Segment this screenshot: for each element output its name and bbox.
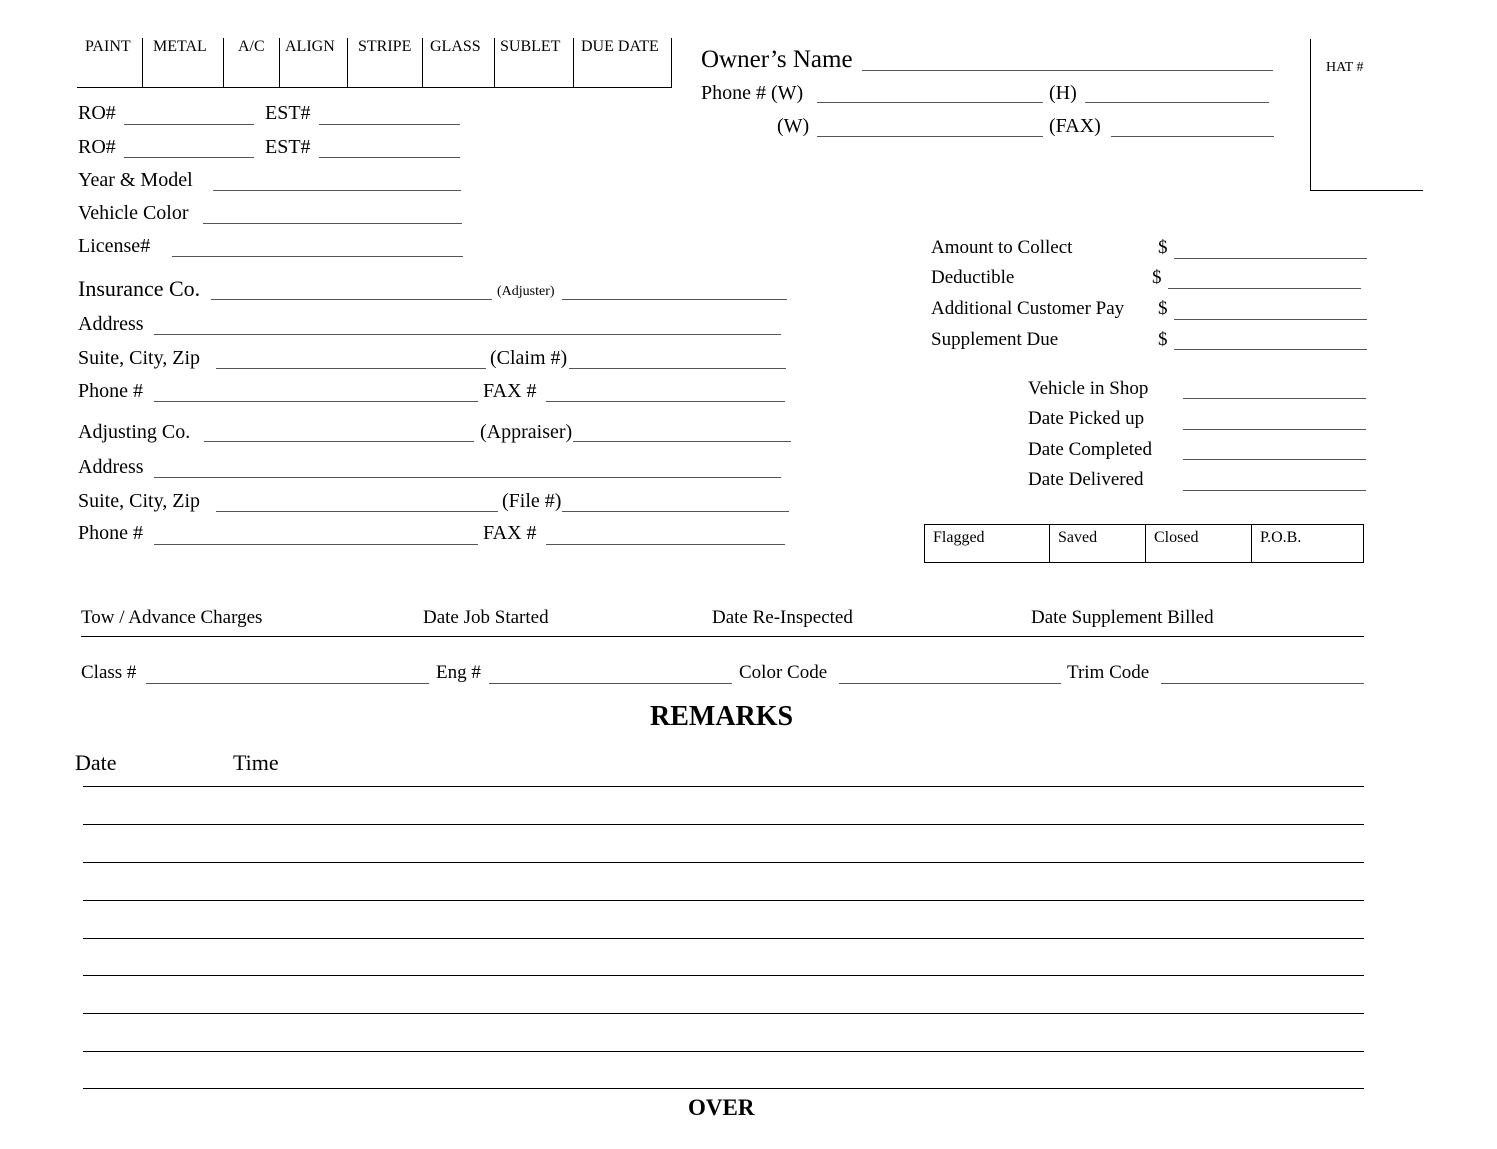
col-divider (142, 38, 143, 87)
supplement-due-dollar: $ (1158, 329, 1168, 350)
col-sublet: SUBLET (500, 38, 561, 55)
adjusting-phone-label: Phone # (78, 522, 143, 544)
owner-name-field[interactable] (862, 70, 1273, 71)
amount-to-collect-label: Amount to Collect (931, 237, 1073, 258)
owner-phone-w2-label: (W) (777, 115, 810, 137)
remarks-line[interactable] (83, 1013, 1364, 1014)
ro2-label: RO# (78, 136, 116, 158)
owner-phone-h-label: (H) (1049, 82, 1077, 104)
col-divider (494, 38, 495, 87)
additional-customer-pay-label: Additional Customer Pay (931, 298, 1125, 319)
supplement-due-label: Supplement Due (931, 329, 1059, 350)
col-divider (671, 38, 672, 87)
ro1-field[interactable] (124, 124, 254, 125)
adjusting-fax-label: FAX # (483, 522, 537, 544)
eng-field[interactable] (489, 683, 732, 684)
date-job-started-label: Date Job Started (423, 607, 549, 628)
col-divider (223, 38, 224, 87)
col-ac: A/C (238, 38, 265, 55)
file-label: (File #) (502, 490, 562, 512)
remarks-line[interactable] (83, 824, 1364, 825)
owner-phone-w-field[interactable] (817, 102, 1043, 103)
col-stripe: STRIPE (358, 38, 412, 55)
est1-field[interactable] (319, 124, 460, 125)
date-completed-field[interactable] (1183, 459, 1366, 460)
date-reinspected-label: Date Re-Inspected (712, 607, 853, 628)
adjusting-phone-field[interactable] (154, 544, 478, 545)
vehicle-in-shop-field[interactable] (1183, 398, 1366, 399)
owner-fax-field[interactable] (1111, 136, 1274, 137)
license-field[interactable] (172, 256, 463, 257)
col-metal: METAL (153, 38, 207, 55)
remarks-title: REMARKS (650, 701, 794, 732)
owner-phone-h-field[interactable] (1085, 102, 1269, 103)
file-field[interactable] (562, 511, 789, 512)
amount-to-collect-dollar: $ (1158, 237, 1168, 258)
remarks-line[interactable] (83, 975, 1364, 976)
color-code-field[interactable] (839, 683, 1061, 684)
est2-field[interactable] (319, 157, 460, 158)
adjusting-fax-field[interactable] (546, 544, 785, 545)
remarks-line[interactable] (83, 862, 1364, 863)
col-align: ALIGN (285, 38, 335, 55)
insurance-co-field[interactable] (211, 299, 492, 300)
deductible-field[interactable] (1168, 288, 1361, 289)
date-delivered-field[interactable] (1183, 490, 1366, 491)
status-pob[interactable]: P.O.B. (1251, 525, 1362, 563)
insurance-suite-label: Suite, City, Zip (78, 347, 201, 369)
owner-name-label: Owner’s Name (701, 46, 853, 73)
col-divider (573, 38, 574, 87)
additional-customer-pay-field[interactable] (1174, 319, 1367, 320)
adjusting-co-label: Adjusting Co. (78, 421, 191, 443)
insurance-phone-field[interactable] (154, 401, 478, 402)
col-divider (347, 38, 348, 87)
insurance-co-label: Insurance Co. (78, 276, 201, 301)
vehicle-color-field[interactable] (203, 223, 462, 224)
remarks-line[interactable] (83, 900, 1364, 901)
date-completed-label: Date Completed (1028, 439, 1152, 460)
adjuster-field[interactable] (562, 299, 787, 300)
adjusting-address-label: Address (78, 456, 144, 478)
status-saved[interactable]: Saved (1049, 525, 1146, 563)
remarks-date-label: Date (75, 750, 117, 775)
color-code-label: Color Code (739, 662, 828, 683)
deductible-label: Deductible (931, 267, 1015, 288)
year-model-field[interactable] (213, 190, 461, 191)
est2-label: EST# (265, 136, 311, 158)
date-picked-up-label: Date Picked up (1028, 408, 1145, 429)
trim-code-field[interactable] (1161, 683, 1364, 684)
remarks-line[interactable] (83, 938, 1364, 939)
adjusting-suite-field[interactable] (216, 511, 498, 512)
class-field[interactable] (146, 683, 429, 684)
col-glass: GLASS (430, 38, 481, 55)
appraiser-field[interactable] (573, 441, 791, 442)
vehicle-color-label: Vehicle Color (78, 202, 189, 224)
claim-label: (Claim #) (490, 347, 568, 369)
tow-advance-label: Tow / Advance Charges (81, 607, 263, 628)
claim-field[interactable] (569, 368, 786, 369)
ro1-label: RO# (78, 102, 116, 124)
adjuster-label: (Adjuster) (497, 284, 555, 299)
date-supplement-billed-label: Date Supplement Billed (1031, 607, 1214, 628)
remarks-line[interactable] (83, 1051, 1364, 1052)
eng-label: Eng # (436, 662, 481, 683)
job-type-table (77, 38, 672, 88)
insurance-fax-field[interactable] (546, 401, 785, 402)
trim-code-label: Trim Code (1067, 662, 1150, 683)
status-closed[interactable]: Closed (1145, 525, 1252, 563)
insurance-suite-field[interactable] (216, 368, 486, 369)
insurance-address-label: Address (78, 313, 144, 335)
over-label: OVER (688, 1095, 755, 1120)
adjusting-suite-label: Suite, City, Zip (78, 490, 201, 512)
appraiser-label: (Appraiser) (480, 421, 573, 443)
tracking-rule (81, 636, 1364, 637)
amount-to-collect-field[interactable] (1174, 258, 1367, 259)
adjusting-address-field[interactable] (154, 477, 781, 478)
license-label: License# (78, 235, 151, 257)
deductible-dollar: $ (1152, 267, 1162, 288)
owner-fax-label: (FAX) (1049, 115, 1101, 137)
remarks-line[interactable] (83, 786, 1364, 787)
insurance-phone-label: Phone # (78, 380, 143, 402)
est1-label: EST# (265, 102, 311, 124)
date-delivered-label: Date Delivered (1028, 469, 1144, 490)
insurance-fax-label: FAX # (483, 380, 537, 402)
supplement-due-field[interactable] (1174, 349, 1367, 350)
insurance-address-field[interactable] (154, 334, 781, 335)
date-picked-up-field[interactable] (1183, 429, 1366, 430)
adjusting-co-field[interactable] (204, 441, 474, 442)
ro2-field[interactable] (124, 157, 254, 158)
class-label: Class # (81, 662, 137, 683)
col-due-date: DUE DATE (581, 38, 659, 55)
owner-phone-w-label: Phone # (W) (701, 82, 804, 104)
remarks-line[interactable] (83, 1088, 1364, 1089)
vehicle-in-shop-label: Vehicle in Shop (1028, 378, 1149, 399)
col-divider (422, 38, 423, 87)
hat-label: HAT # (1326, 60, 1364, 75)
additional-customer-pay-dollar: $ (1158, 298, 1168, 319)
status-box-row (924, 524, 1364, 563)
col-paint: PAINT (85, 38, 131, 55)
remarks-time-label: Time (233, 750, 279, 775)
status-flagged[interactable]: Flagged (933, 529, 985, 546)
owner-phone-w2-field[interactable] (817, 136, 1043, 137)
year-model-label: Year & Model (78, 169, 193, 191)
col-divider (279, 38, 280, 87)
